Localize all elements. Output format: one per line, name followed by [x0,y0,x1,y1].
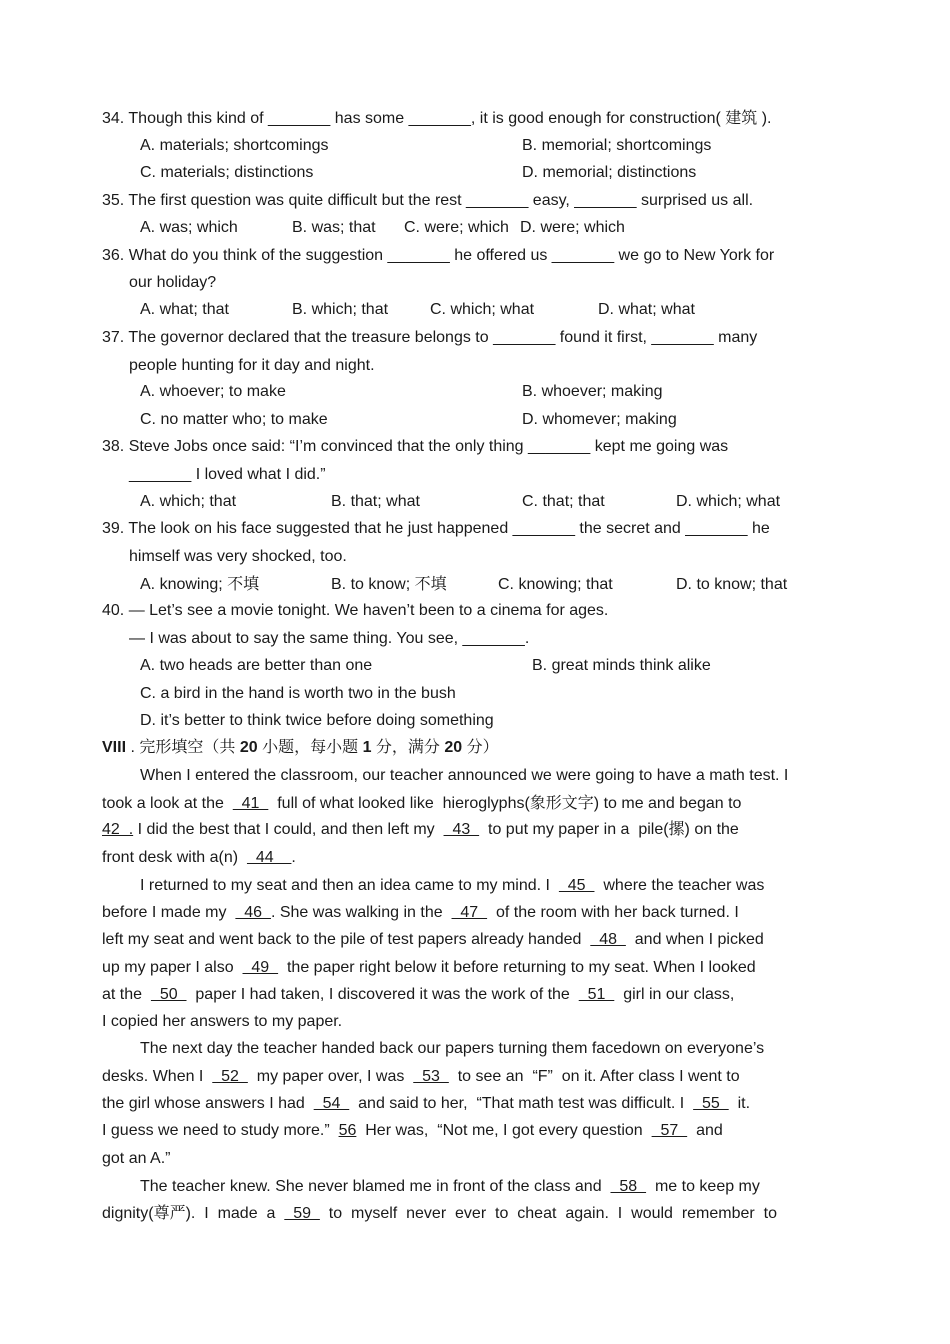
question-40-stem-cont: — I was about to say the same thing. You see, _______. [129,630,530,647]
question-38-option-d: D. which; what [676,493,781,510]
passage-line: The next day the teacher handed back our papers turning them facedown on everyone’s [140,1040,765,1057]
question-37-option-a: A. whoever; to make [140,383,286,400]
question-38-stem: 38. Steve Jobs once said: “I’m convinced that the only thing _______ kept me going was [102,438,729,455]
blank-42[interactable]: 42 . [102,821,134,838]
passage-line: desks. When I 52 my paper over, I was 53 to see an “F” on it. After class I went to [102,1068,740,1085]
question-36-option-d: D. what; what [598,301,695,318]
question-39-option-c: C. knowing; that [498,576,613,593]
question-36-stem: 36. What do you think of the suggestion _______ he offered us _______ we go to New York for [102,247,775,264]
blank-48[interactable]: 48 [590,931,626,948]
blank-58[interactable]: 58 [610,1178,647,1195]
question-39-stem-cont: himself was very shocked, too. [129,548,347,565]
question-40-option-d: D. it’s better to think twice before doing something [140,712,494,729]
passage-line: 42 . I did the best that I could, and then left my 43 to put my paper in a pile(摞) on the [102,821,739,838]
section-number: VIII [102,739,127,756]
passage-line: at the 50 paper I had taken, I discovered it was the work of the 51 girl in our class, [102,986,735,1003]
blank-50[interactable]: 50 [150,986,187,1003]
question-35-option-d: D. were; which [520,219,625,236]
passage-line: The teacher knew. She never blamed me in front of the class and 58 me to keep my [140,1178,760,1195]
passage-line: I returned to my seat and then an idea came to my mind. I 45 where the teacher was [140,877,765,894]
question-39-option-d: D. to know; that [676,576,788,593]
blank-55[interactable]: 55 [693,1095,729,1112]
passage-line: up my paper I also 49 the paper right below it before returning to my seat. When I looked [102,959,756,976]
passage-line: got an A.” [102,1150,171,1167]
question-36-option-b: B. which; that [292,301,389,318]
question-34-option-d: D. memorial; distinctions [522,164,697,181]
question-36-option-c: C. which; what [430,301,535,318]
question-35-option-c: C. were; which [404,219,509,236]
blank-59[interactable]: 59 [284,1205,320,1222]
question-37-stem-cont: people hunting for it day and night. [129,357,375,374]
question-34-option-b: B. memorial; shortcomings [522,137,712,154]
blank-47[interactable]: 47 [451,904,488,921]
question-38-option-c: C. that; that [522,493,605,510]
question-37-stem: 37. The governor declared that the treasure belongs to _______ found it first, _______ many [102,329,758,346]
question-39-option-a: A. knowing; 不填 [140,576,260,593]
question-40-option-b: B. great minds think alike [532,657,711,674]
question-37-option-c: C. no matter who; to make [140,411,328,428]
question-37-option-d: D. whomever; making [522,411,677,428]
question-40-option-c: C. a bird in the hand is worth two in the bush [140,685,456,702]
question-35-option-b: B. was; that [292,219,376,236]
passage-line: When I entered the classroom, our teacher announced we were going to have a math test. I [140,767,789,784]
passage-line: front desk with a(n) 44 . [102,849,296,866]
blank-45[interactable]: 45 [558,877,595,894]
question-40-option-a: A. two heads are better than one [140,657,373,674]
blank-43[interactable]: 43 [443,821,480,838]
blank-41[interactable]: 41 [232,795,269,812]
blank-54[interactable]: 54 [313,1095,350,1112]
passage-line: I copied her answers to my paper. [102,1013,343,1030]
question-40-stem: 40. — Let’s see a movie tonight. We haven’t been to a cinema for ages. [102,602,609,619]
blank-52[interactable]: 52 [212,1068,248,1085]
question-39-option-b: B. to know; 不填 [331,576,447,593]
blank-49[interactable]: 49 [242,959,279,976]
passage-line: dignity(尊严). I made a 59 to myself never ever to cheat again. I would remember to [102,1205,777,1222]
passage-line: left my seat and went back to the pile of test papers already handed 48 and when I picked [102,931,764,948]
passage-line: I guess we need to study more.” 56 Her was, “Not me, I got every question 57 and [102,1122,723,1139]
blank-44[interactable]: 44 [246,849,292,866]
question-34-option-a: A. materials; shortcomings [140,137,329,154]
question-37-option-b: B. whoever; making [522,383,663,400]
section-8-heading: VIII . 完形填空（共 20 小题，每小题 1 分，满分 20 分） [102,739,499,756]
question-35-stem: 35. The first question was quite difficult but the rest _______ easy, _______ surprised us all. [102,192,754,209]
passage-line: before I made my 46 . She was walking in the 47 of the room with her back turned. I [102,904,739,921]
question-34-option-c: C. materials; distinctions [140,164,314,181]
question-34-stem: 34. Though this kind of _______ has some _______, it is good enough for construction( 建筑 ). [102,110,772,127]
question-38-option-b: B. that; what [331,493,420,510]
blank-53[interactable]: 53 [413,1068,449,1085]
blank-51[interactable]: 51 [578,986,615,1003]
question-36-option-a: A. what; that [140,301,229,318]
question-39-stem: 39. The look on his face suggested that he just happened _______ the secret and _______ he [102,520,770,537]
blank-57[interactable]: 57 [651,1122,688,1139]
passage-line: the girl whose answers I had 54 and said to her, “That math test was difficult. I 55 it. [102,1095,751,1112]
question-36-stem-cont: our holiday? [129,274,217,291]
blank-56[interactable]: 56 [338,1122,357,1139]
passage-line: took a look at the 41 full of what looked like hieroglyphs(象形文字) to me and began to [102,795,742,812]
question-38-stem-cont: _______ I loved what I did.” [129,466,326,483]
question-35-option-a: A. was; which [140,219,238,236]
blank-46[interactable]: 46 [235,904,271,921]
question-38-option-a: A. which; that [140,493,237,510]
